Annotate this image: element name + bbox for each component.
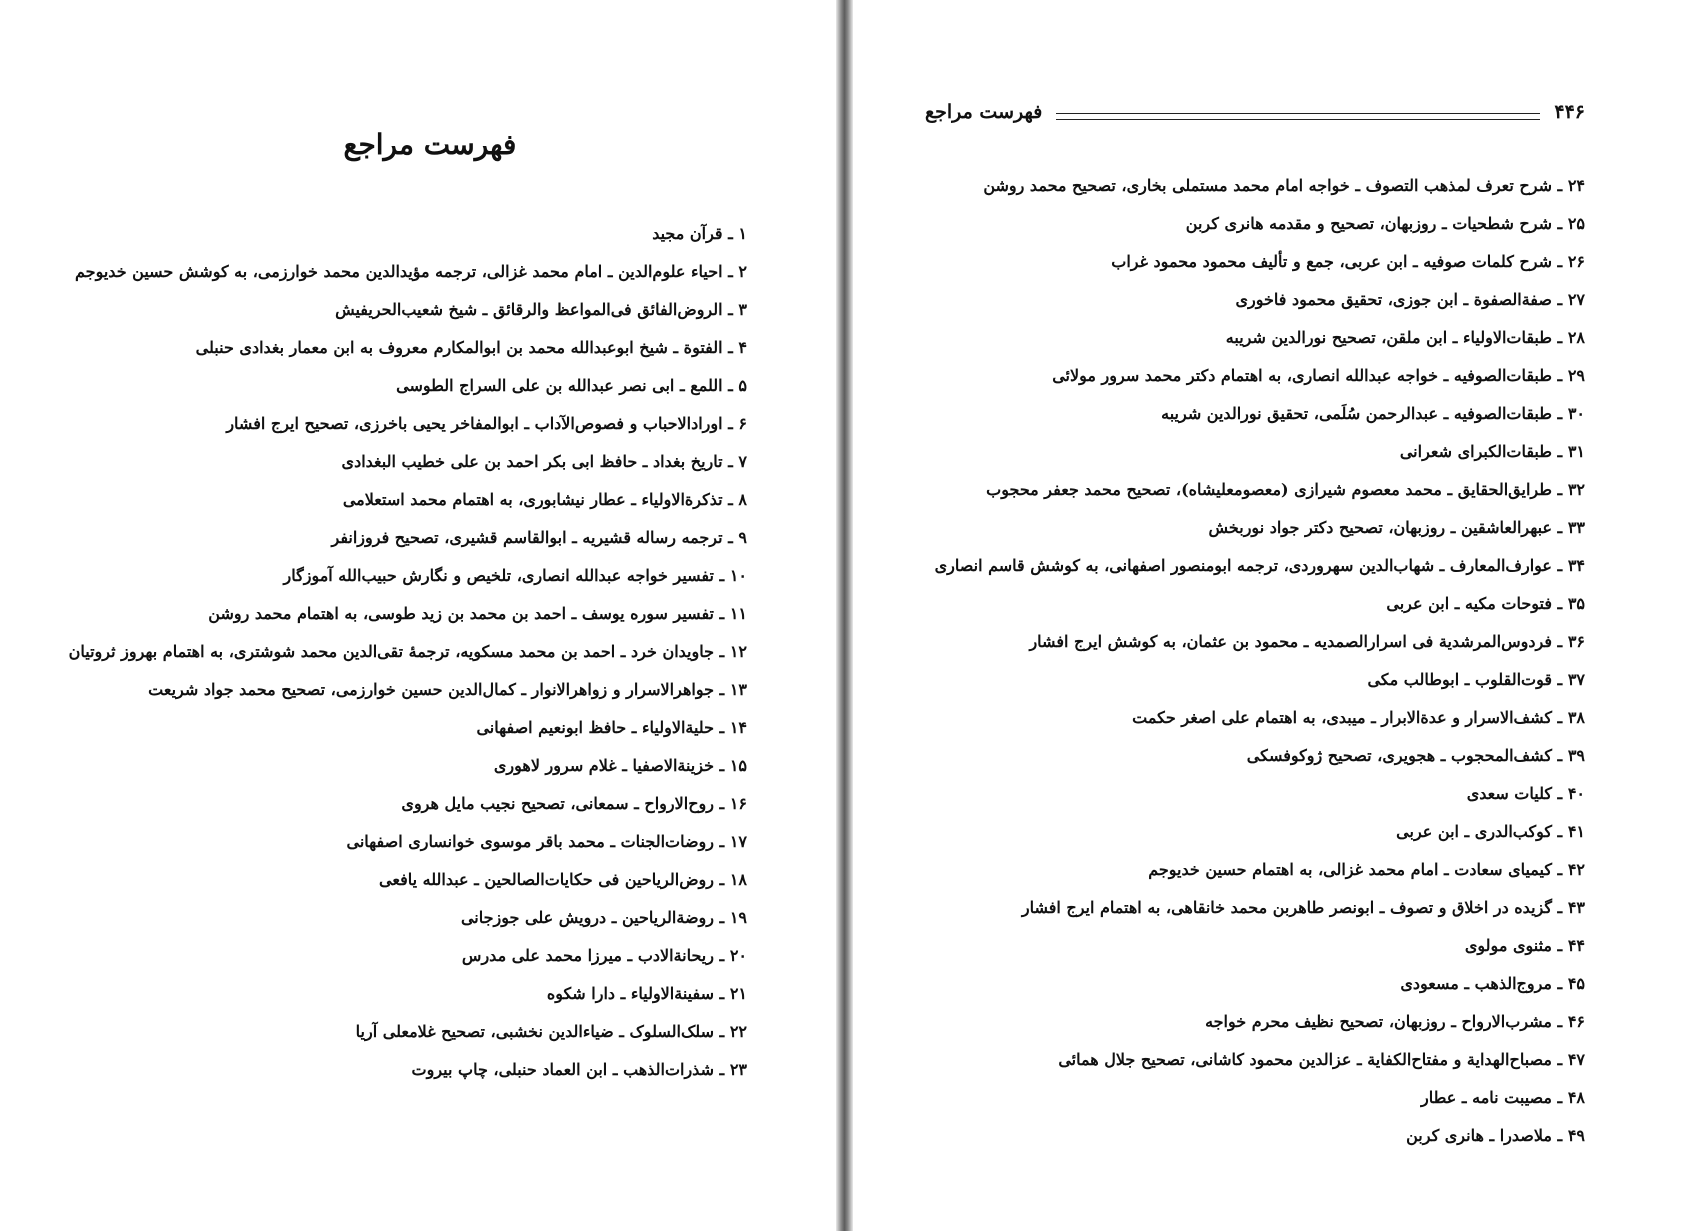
reference-entry: ۱۰ ـ تفسیر خواجه عبدالله انصاری، تلخیص و نگارش حبیب‌الله آموزگار [283,566,747,585]
reference-entry: ۳۲ ـ طرایق‌الحقایق ـ محمد معصوم شیرازی (معصومعلیشاه)، تصحیح محمد جعفر محجوب [986,480,1585,499]
right-page [853,0,1687,1231]
reference-entry: ۴۷ ـ مصباح‌الهدایة و مفتاح‌الکفایة ـ عزالدین محمود کاشانی، تصحیح جلال همائی [1058,1050,1585,1069]
running-title: فهرست مراجع [925,101,1043,123]
reference-entry: ۵ ـ اللمع ـ ابی نصر عبدالله بن علی السراج الطوسی [396,376,747,395]
reference-entry: ۲ ـ احیاء علوم‌الدین ـ امام محمد غزالی، ترجمه مؤیدالدین محمد خوارزمی، به کوشش حسین خدیوجم [75,262,747,281]
left-page [0,0,836,1231]
reference-entry: ۲۳ ـ شذرات‌الذهب ـ ابن العماد حنبلی، چاپ بیروت [411,1060,747,1079]
reference-entry: ۴۵ ـ مروج‌الذهب ـ مسعودی [1400,974,1585,993]
reference-entry: ۲۴ ـ شرح تعرف لمذهب التصوف ـ خواجه امام محمد مستملی بخاری، تصحیح محمد روشن [983,176,1585,195]
page-number: ۴۴۶ [1554,101,1585,123]
reference-entry: ۱۷ ـ روضات‌الجنات ـ محمد باقر موسوی خوانساری اصفهانی [346,832,747,851]
reference-entry: ۱۱ ـ تفسیر سوره یوسف ـ احمد بن محمد بن زید طوسی، به اهتمام محمد روشن [208,604,747,623]
reference-entry: ۱ ـ قرآن مجید [652,224,747,243]
reference-entry: ۳۳ ـ عبهرالعاشقین ـ روزبهان، تصحیح دکتر جواد نوربخش [1208,518,1585,537]
reference-entry: ۳۵ ـ فتوحات مکیه ـ ابن عربی [1386,594,1585,613]
reference-entry: ۳۶ ـ فردوس‌المرشدیة فی اسرارالصمدیه ـ محمود بن عثمان، به کوشش ایرج افشار [1029,632,1585,651]
reference-entry: ۳۸ ـ کشف‌الاسرار و عدة‌الابرار ـ میبدی، به اهتمام علی اصغر حکمت [1132,708,1585,727]
reference-entry: ۴۳ ـ گزیده در اخلاق و تصوف ـ ابونصر طاهربن محمد خانقاهی، به اهتمام ایرج افشار [1021,898,1585,917]
reference-entry: ۲۹ ـ طبقات‌الصوفیه ـ خواجه عبدالله انصاری، به اهتمام دکتر محمد سرور مولائی [1052,366,1585,385]
running-header [925,97,1585,127]
reference-entry: ۴۰ ـ کلیات سعدی [1466,784,1585,803]
reference-entry: ۴ ـ الفتوة ـ شیخ ابوعبدالله محمد بن ابوالمکارم معروف به ابن معمار بغدادی حنبلی [195,338,747,357]
reference-entry: ۶ ـ اورادالاحباب و فصوص‌الآداب ـ ابوالمفاخر یحیی باخرزی، تصحیح ایرج افشار [226,414,747,433]
reference-entry: ۴۱ ـ کوکب‌الدری ـ ابن عربی [1396,822,1585,841]
reference-entry: ۲۵ ـ شرح شطحیات ـ روزبهان، تصحیح و مقدمه هانری کربن [1185,214,1585,233]
reference-entry: ۲۷ ـ صفة‌الصفوة ـ ابن جوزی، تحقیق محمود فاخوری [1235,290,1585,309]
reference-entry: ۳۰ ـ طبقات‌الصوفیه ـ عبدالرحمن سُلَمی، تحقیق نورالدین شریبه [1161,404,1585,423]
page-title: فهرست مراجع [343,128,517,161]
reference-entry: ۱۲ ـ جاویدان خرد ـ احمد بن محمد مسکویه، ترجمهٔ تقی‌الدین محمد شوشتری، به اهتمام بهروز ثروتیان [68,642,747,661]
reference-entry: ۲۶ ـ شرح کلمات صوفیه ـ ابن عربی، جمع و تألیف محمود محمود غراب [1111,252,1585,271]
reference-entry: ۴۶ ـ مشرب‌الارواح ـ روزبهان، تصحیح نظیف محرم خواجه [1205,1012,1585,1031]
reference-entry: ۴۸ ـ مصیبت نامه ـ عطار [1421,1088,1585,1107]
reference-list-left [27,215,747,1089]
reference-entry: ۴۹ ـ ملاصدرا ـ هانری کربن [1406,1126,1585,1145]
reference-entry: ۳۱ ـ طبقات‌الکبرای شعرانی [1399,442,1585,461]
book-gutter [836,0,853,1231]
reference-entry: ۴۲ ـ کیمیای سعادت ـ امام محمد غزالی، به اهتمام حسین خدیوجم [1148,860,1585,879]
reference-entry: ۱۸ ـ روض‌الریاحین فی حکایات‌الصالحین ـ عبدالله یافعی [379,870,747,889]
reference-list-right [865,167,1585,1155]
reference-entry: ۷ ـ تاریخ بغداد ـ حافظ ابی بکر احمد بن علی خطیب البغدادی [341,452,747,471]
reference-entry: ۱۴ ـ حلیة‌الاولیاء ـ حافظ ابونعیم اصفهانی [476,718,747,737]
reference-entry: ۲۸ ـ طبقات‌الاولیاء ـ ابن ملقن، تصحیح نورالدین شریبه [1225,328,1585,347]
reference-entry: ۲۱ ـ سفینة‌الاولیاء ـ دارا شکوه [546,984,747,1003]
reference-entry: ۱۵ ـ خزینة‌الاصفیا ـ غلام سرور لاهوری [493,756,747,775]
reference-entry: ۳۷ ـ قوت‌القلوب ـ ابوطالب مکی [1367,670,1585,689]
reference-entry: ۳۹ ـ کشف‌المحجوب ـ هجویری، تصحیح ژوکوفسکی [1246,746,1585,765]
reference-entry: ۲۲ ـ سلک‌السلوک ـ ضیاءالدین نخشبی، تصحیح غلامعلی آریا [355,1022,747,1041]
reference-entry: ۸ ـ تذکرة‌الاولیاء ـ عطار نیشابوری، به اهتمام محمد استعلامی [342,490,747,509]
reference-entry: ۱۹ ـ روضة‌الریاحین ـ درویش علی جوزجانی [460,908,747,927]
reference-entry: ۹ ـ ترجمه رساله قشیریه ـ ابوالقاسم قشیری، تصحیح فروزانفر [331,528,747,547]
reference-entry: ۳ ـ الروض‌الفائق فی‌المواعظ والرقائق ـ شیخ شعیب‌الحریفیش [335,300,747,319]
reference-entry: ۴۴ ـ مثنوی مولوی [1464,936,1585,955]
header-rule [1056,113,1540,120]
reference-entry: ۳۴ ـ عوارف‌المعارف ـ شهاب‌الدین سهروردی، ترجمه ابومنصور اصفهانی، به کوشش قاسم انصاری [934,556,1585,575]
reference-entry: ۱۶ ـ روح‌الارواح ـ سمعانی، تصحیح نجیب مایل هروی [401,794,747,813]
reference-entry: ۲۰ ـ ریحانة‌الادب ـ میرزا محمد علی مدرس [461,946,747,965]
reference-entry: ۱۳ ـ جواهرالاسرار و زواهرالانوار ـ کمال‌الدین حسین خوارزمی، تصحیح محمد جواد شریعت [148,680,747,699]
